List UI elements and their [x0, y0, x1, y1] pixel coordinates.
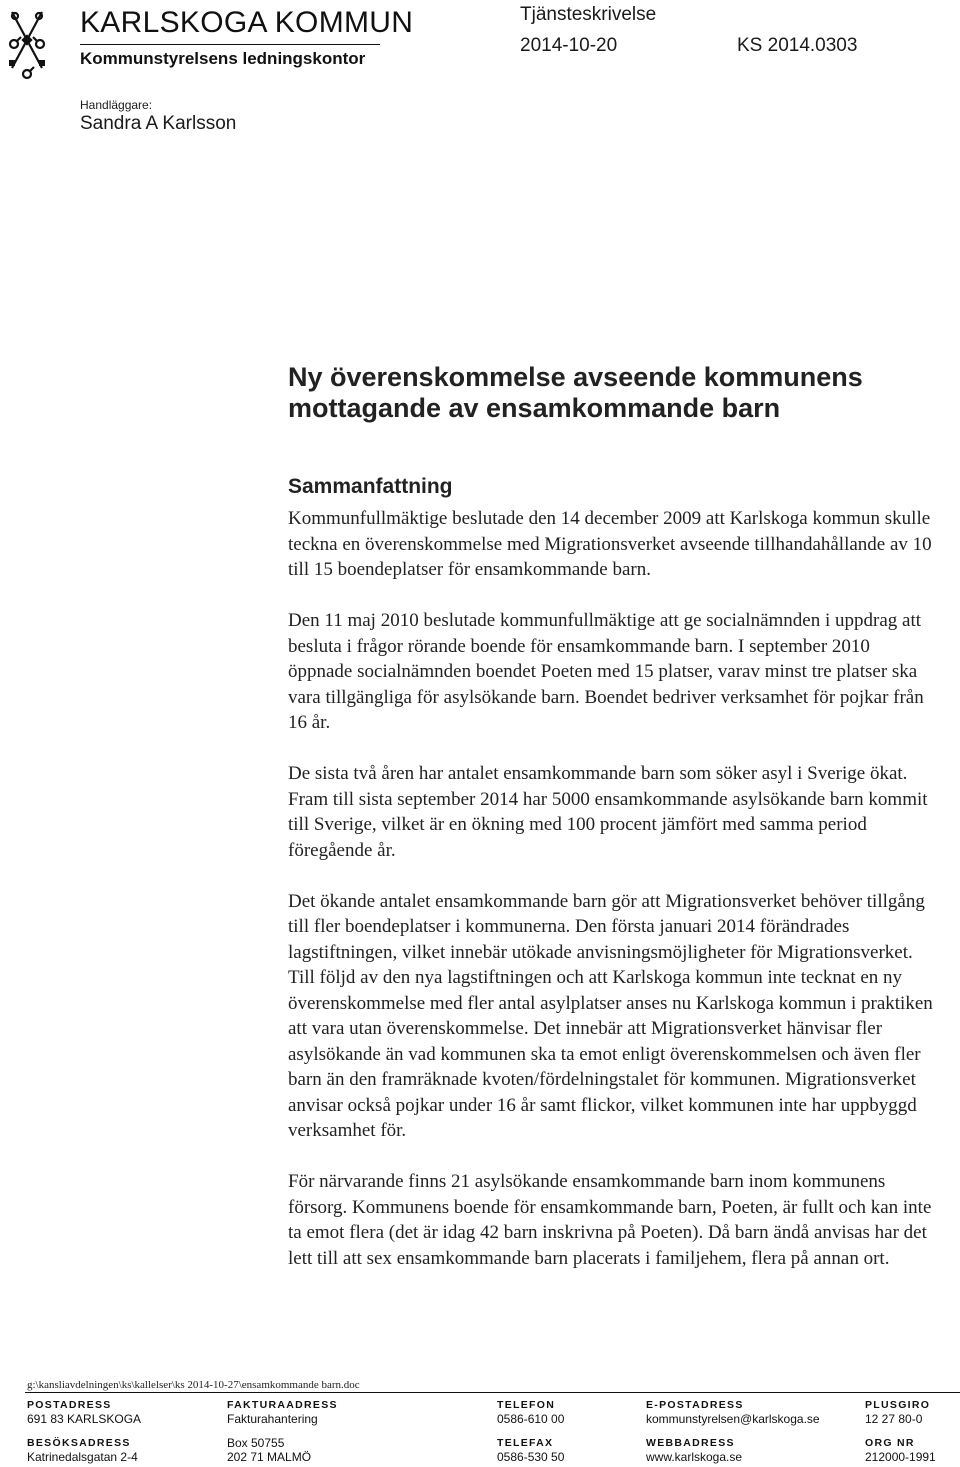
- footer-label: TELEFAX: [497, 1437, 554, 1449]
- footer-email: [646, 1398, 820, 1426]
- footer-label: FAKTURAADRESS: [227, 1399, 338, 1411]
- department-name: Kommunstyrelsens ledningskontor: [80, 49, 366, 68]
- footer-org-nr: [865, 1436, 936, 1464]
- footer-visiting-address: [27, 1436, 138, 1464]
- document-body: [288, 506, 938, 1297]
- handler-name: Sandra A Karlsson: [80, 113, 237, 134]
- footer-web-link[interactable]: www.karlskoga.se: [646, 1450, 743, 1464]
- footer-label: PLUSGIRO: [865, 1399, 931, 1411]
- logo-divider: [80, 44, 380, 45]
- handler-label: Handläggare:: [80, 98, 153, 112]
- footer-value: 691 83 KARLSKOGA: [27, 1412, 142, 1426]
- document-title: [288, 362, 908, 424]
- section-heading: Sammanfattning: [288, 475, 453, 498]
- footer-plusgiro: [865, 1398, 930, 1426]
- footer-label: ORG NR: [865, 1437, 915, 1449]
- footer-value: Fakturahantering: [227, 1412, 318, 1426]
- document-date: 2014-10-20: [520, 35, 618, 56]
- document-title-line-1: Ny överenskommelse avseende kommunens: [288, 362, 863, 392]
- karlskoga-coat-of-arms-icon: [6, 4, 48, 82]
- paragraph: De sista två åren har antalet ensamkommande barn som söker asyl i Sverige ökat. Fram till sista september 2014 har 5000 ensamkommande asylsökande barn kommit till Sverige, vilket är en ökning med 100 procent jämfört med samma period föregående år.: [288, 763, 928, 861]
- footer-label: BESÖKSADRESS: [27, 1437, 131, 1449]
- footer-value: Katrinedalsgatan 2-4: [27, 1450, 138, 1464]
- footer-value: Box 50755: [227, 1436, 285, 1450]
- footer-value: 202 71 MALMÖ: [227, 1450, 312, 1464]
- paragraph: Det ökande antalet ensamkommande barn gör att Migrationsverket behöver tillgång till fler boendeplatser i kommunerna. Den första januari 2014 förändrades lagstiftningen, vilket innebär utökade anvisningsmöjligheter för Migrationsverket. Till följd av den nya lagstiftningen och att Karlskoga kommun inte tecknat en ny överenskommelse med fler antal asylplatser anses nu Karlskoga kommun i praktiken att vara utan överenskommelse. Det innebär att Migrationsverket hänvisar fler asylsökande än vad kommunen ska ta emot enligt överenskommelsen och även fler barn än den framräknade kvoten/fördelningstalet för kommunen. Migrationsverket anvisar också pojkar under 16 år samt flickor, vilket kommunen inte har uppbyggd verksamhet för.: [288, 890, 933, 1141]
- footer-web: [646, 1436, 742, 1464]
- footer-invoice-address: [227, 1398, 338, 1464]
- footer-value: 0586-530 50: [497, 1450, 565, 1464]
- paragraph: För närvarande finns 21 asylsökande ensamkommande barn inom kommunens försorg. Kommunens boende för ensamkommande barn, Poeten, är fullt och kan inte ta emot flera (det är idag 42 barn inskrivna på Poeten). Då barn ändå anvisas har det lett till att sex ensamkommande barn placerats i familjehem, flera på annan ort.: [288, 1171, 932, 1269]
- footer-email-link[interactable]: kommunstyrelsen@karlskoga.se: [646, 1412, 820, 1426]
- footer-divider: [25, 1392, 960, 1393]
- document-title-line-2: mottagande av ensamkommande barn: [288, 393, 781, 423]
- organization-name: KARLSKOGA KOMMUN: [80, 6, 414, 39]
- document-reference: KS 2014.0303: [737, 35, 858, 56]
- footer-value: 0586-610 00: [497, 1412, 565, 1426]
- footer-label: WEBBADRESS: [646, 1437, 735, 1449]
- paragraph: Den 11 maj 2010 beslutade kommunfullmäktige att ge socialnämnden i uppdrag att besluta i frågor rörande boende för ensamkommande barn. I september 2010 öppnade socialnämnden boendet Poeten med 15 platser, varav minst tre platser ska vara tillgängliga för asylsökande barn. Boendet bedriver verksamhet för pojkar från 16 år.: [288, 610, 924, 733]
- footer-value: 212000-1991: [865, 1450, 936, 1464]
- footer-value: 12 27 80-0: [865, 1412, 923, 1426]
- footer-postal-address: [27, 1398, 141, 1426]
- footer-label: POSTADRESS: [27, 1399, 112, 1411]
- footer-label: TELEFON: [497, 1399, 556, 1411]
- footer-phone: [497, 1398, 564, 1426]
- footer-label: E-POSTADRESS: [646, 1399, 744, 1411]
- document-type: Tjänsteskrivelse: [520, 4, 657, 25]
- footer-fax: [497, 1436, 564, 1464]
- paragraph: Kommunfullmäktige beslutade den 14 december 2009 att Karlskoga kommun skulle teckna en överenskommelse med Migrationsverket avseende tillhandahållande av 10 till 15 boendeplatser för ensamkommande barn.: [288, 508, 932, 580]
- file-path: g:\kansliavdelningen\ks\kallelser\ks 2014-10-27\ensamkommande barn.doc: [27, 1379, 360, 1391]
